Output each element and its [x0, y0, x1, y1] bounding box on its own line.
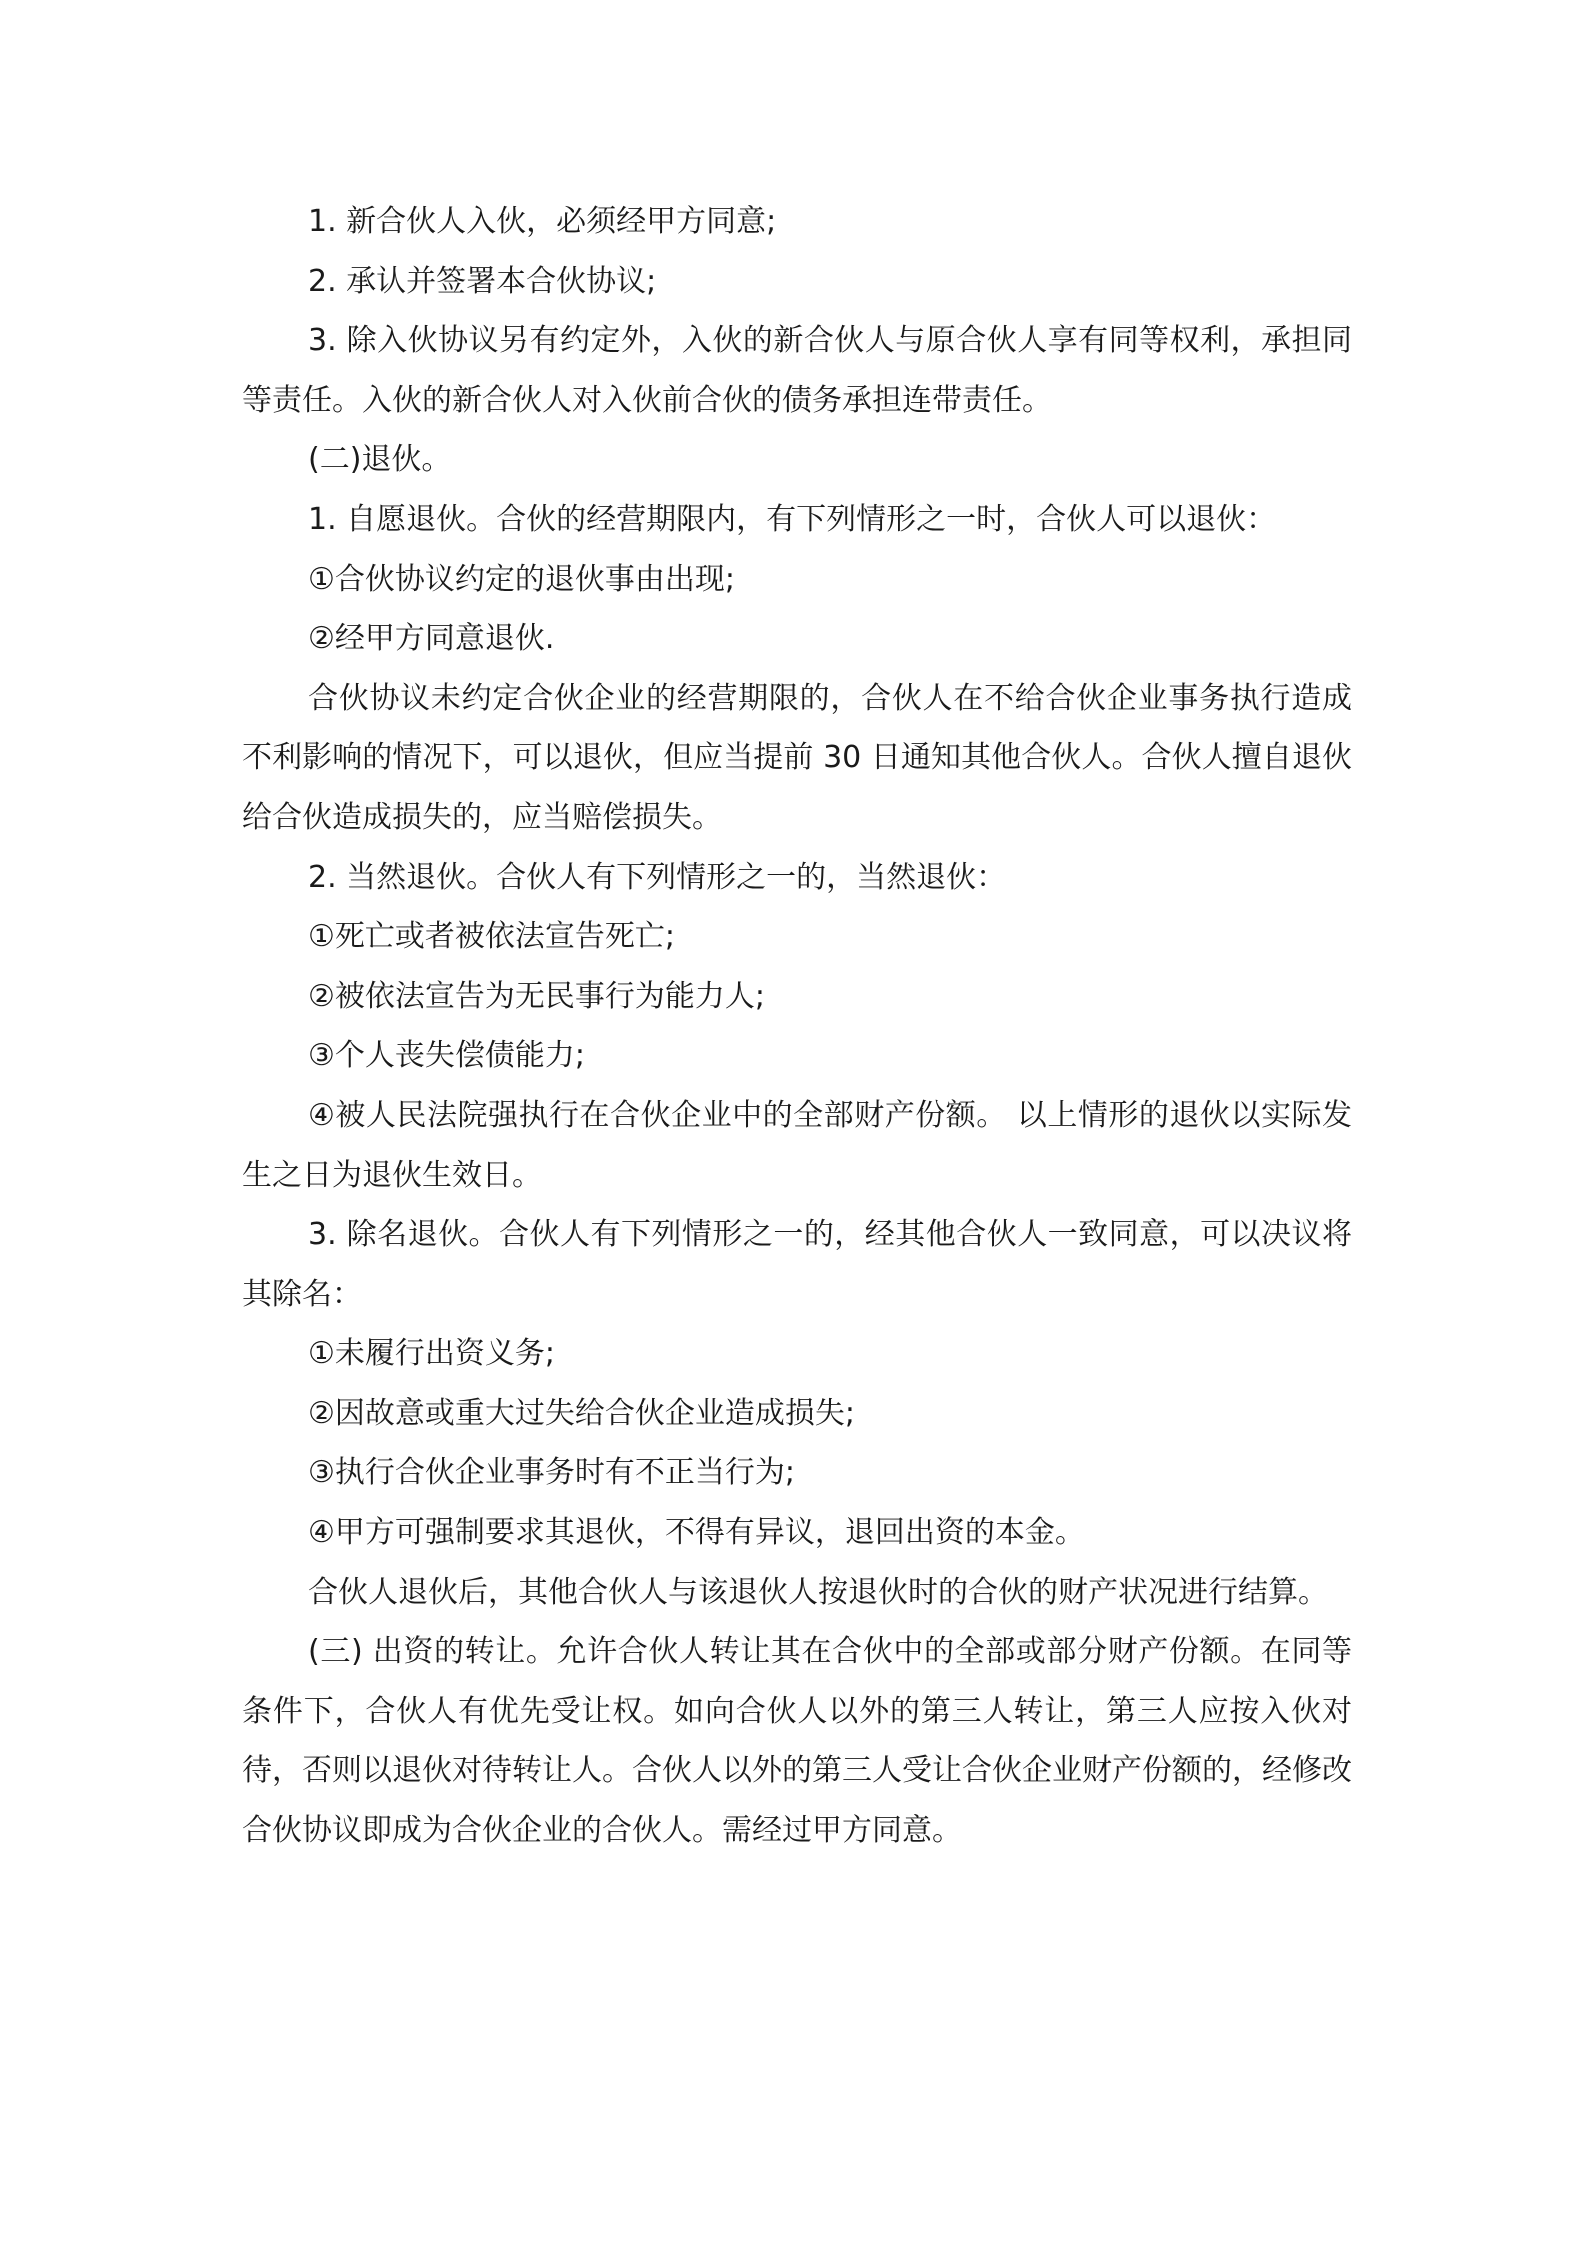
list-item: ③个人丧失偿债能力;	[308, 1038, 586, 1074]
list-item: ④被人民法院强执行在合伙企业中的全部财产份额。 以上情形的退伙以实际发生之日为退伙生效日。	[242, 1097, 1352, 1193]
paragraph-voluntary-withdrawal: 1. 自愿退伙。合伙的经营期限内，有下列情形之一时，合伙人可以退伙：	[308, 501, 1277, 537]
paragraph-settlement: 合伙人退伙后，其他合伙人与该退伙人按退伙时的合伙的财产状况进行结算。	[308, 1574, 1328, 1610]
list-item: ①死亡或者被依法宣告死亡;	[308, 919, 676, 955]
list-item: ①未履行出资义务;	[308, 1336, 556, 1372]
paragraph-unspecified-term: 合伙协议未约定合伙企业的经营期限的，合伙人在不给合伙企业事务执行造成不利影响的情况下，可以退伙，但应当提前 30 日通知其他合伙人。合伙人擅自退伙给合伙造成损失的，应当赔偿损失。	[242, 680, 1352, 835]
section-heading-withdrawal: (二)退伙。	[308, 442, 452, 478]
list-item: ④甲方可强制要求其退伙，不得有异议，退回出资的本金。	[308, 1515, 1085, 1551]
list-item: ②被依法宣告为无民事行为能力人;	[308, 978, 766, 1014]
paragraph-3: 3. 除入伙协议另有约定外，入伙的新合伙人与原合伙人享有同等权利，承担同等责任。入伙的新合伙人对入伙前合伙的债务承担连带责任。	[242, 323, 1352, 418]
paragraph-transfer-of-contribution: (三) 出资的转让。允许合伙人转让其在合伙中的全部或部分财产份额。在同等条件下，合伙人有优先受让权。如向合伙人以外的第三人转让，第三人应按入伙对待，否则以退伙对待转让人。合伙人以外的第三人受让合伙企业财产份额的，经修改合伙协议即成为合伙企业的合伙人。需经过甲方同意。	[242, 1634, 1352, 1849]
paragraph-expulsion: 3. 除名退伙。合伙人有下列情形之一的，经其他合伙人一致同意，可以决议将其除名：	[242, 1217, 1352, 1312]
paragraph-2: 2. 承认并签署本合伙协议;	[308, 263, 657, 299]
list-item: ②因故意或重大过失给合伙企业造成损失;	[308, 1395, 856, 1431]
paragraph-automatic-withdrawal: 2. 当然退伙。合伙人有下列情形之一的，当然退伙：	[308, 859, 1007, 895]
list-item: ②经甲方同意退伙.	[308, 621, 555, 657]
paragraph-1: 1. 新合伙人入伙，必须经甲方同意;	[308, 204, 777, 239]
document-body	[242, 192, 1352, 1861]
list-item: ③执行合伙企业事务时有不正当行为;	[308, 1455, 796, 1491]
list-item: ①合伙协议约定的退伙事由出现;	[308, 561, 736, 597]
